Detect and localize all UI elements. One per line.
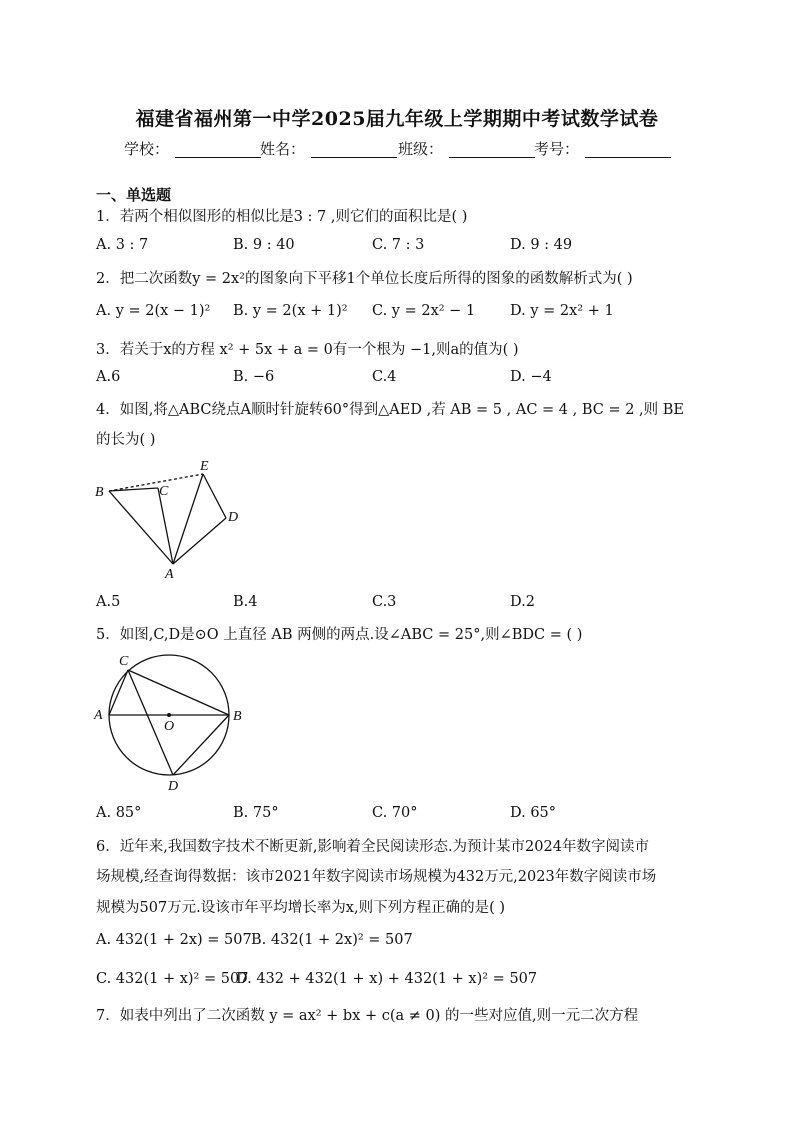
q5-label-a: A bbox=[94, 708, 103, 723]
q5-option-c[interactable]: C. 70° bbox=[372, 805, 418, 821]
q3-option-b[interactable]: B. −6 bbox=[233, 369, 275, 385]
q4-rotation-figure bbox=[90, 455, 250, 585]
class-label: 班级： bbox=[398, 140, 444, 158]
q5-option-d[interactable]: D. 65° bbox=[510, 805, 557, 821]
class-blank[interactable] bbox=[449, 143, 535, 158]
page-title: 福建省福州第一中学2025届九年级上学期期中考试数学试卷 bbox=[135, 108, 659, 130]
q3-option-d[interactable]: D. −4 bbox=[510, 369, 552, 385]
q2-option-b[interactable]: B. y = 2(x + 1)² bbox=[233, 303, 348, 319]
question-4-stem-line1: 4．如图,将△ABC绕点A顺时针旋转60°得到△AED ,若 AB = 5 , AC = 4 , BC = 2 ,则 BE bbox=[96, 402, 685, 418]
center-o-dot bbox=[167, 713, 171, 717]
name-label: 姓名： bbox=[260, 140, 306, 158]
q5-circle-figure bbox=[90, 648, 250, 798]
name-field bbox=[260, 138, 397, 159]
q5-label-c: C bbox=[119, 654, 129, 669]
q4-label-b: B bbox=[95, 485, 104, 500]
q1-option-a[interactable]: A. 3 : 7 bbox=[96, 237, 149, 253]
number-field bbox=[534, 138, 671, 159]
question-6-line1: 6．近年来,我国数字技术不断更新,影响着全民阅读形态.为预计某市2024年数字阅读市 bbox=[96, 839, 649, 855]
q5-option-a[interactable]: A. 85° bbox=[96, 805, 142, 821]
q4-option-a[interactable]: A.5 bbox=[96, 594, 121, 610]
q1-option-d[interactable]: D. 9 : 49 bbox=[510, 237, 573, 253]
q1-option-c[interactable]: C. 7 : 3 bbox=[372, 237, 425, 253]
segment-cb bbox=[128, 670, 229, 715]
segment-ca bbox=[109, 670, 128, 715]
q6-option-d[interactable]: D. 432 + 432(1 + x) + 432(1 + x)² = 507 bbox=[236, 971, 538, 987]
question-1-stem: 1．若两个相似图形的相似比是3 : 7 ,则它们的面积比是( ) bbox=[96, 209, 468, 225]
q5-label-d: D bbox=[168, 779, 179, 794]
question-6-line3: 规模为507万元.设该市年平均增长率为x,则下列方程正确的是( ) bbox=[96, 900, 505, 916]
q4-label-c: C bbox=[159, 484, 169, 499]
q4-label-d: D bbox=[228, 510, 239, 525]
q3-option-a[interactable]: A.6 bbox=[96, 369, 121, 385]
school-label: 学校： bbox=[124, 140, 170, 158]
q4-label-e: E bbox=[200, 459, 209, 474]
question-7-stem: 7．如表中列出了二次函数 y = ax² + bx + c(a ≠ 0) 的一些对应值,则一元二次方程 bbox=[96, 1008, 639, 1024]
q5-label-o: O bbox=[164, 719, 175, 734]
section-heading: 一、单选题 bbox=[96, 186, 172, 204]
q1-option-b[interactable]: B. 9 : 40 bbox=[233, 237, 295, 253]
number-blank[interactable] bbox=[585, 143, 671, 158]
question-4-stem-line2: 的长为( ) bbox=[96, 432, 156, 448]
q4-label-a: A bbox=[165, 567, 174, 582]
q2-option-d[interactable]: D. y = 2x² + 1 bbox=[510, 303, 614, 319]
segment-ba bbox=[109, 491, 173, 564]
q6-option-b[interactable]: B. 432(1 + 2x)² = 507 bbox=[251, 932, 413, 948]
q5-option-b[interactable]: B. 75° bbox=[233, 805, 279, 821]
q5-label-b: B bbox=[233, 709, 242, 724]
school-field bbox=[124, 138, 261, 159]
q4-option-c[interactable]: C.3 bbox=[372, 594, 397, 610]
question-2-stem: 2．把二次函数y = 2x²的图象向下平移1个单位长度后所得的图象的函数解析式为( ) bbox=[96, 271, 633, 287]
question-5-stem: 5．如图,C,D是⊙O 上直径 AB 两侧的两点.设∠ABC = 25°,则∠BDC = ( ) bbox=[96, 627, 583, 643]
q4-option-d[interactable]: D.2 bbox=[510, 594, 535, 610]
name-blank[interactable] bbox=[311, 143, 397, 158]
school-blank[interactable] bbox=[175, 143, 261, 158]
question-6-line2: 场规模,经查询得数据：该市2021年数字阅读市场规模为432万元,2023年数字阅读市场 bbox=[96, 869, 657, 885]
class-field bbox=[398, 138, 535, 159]
q2-option-c[interactable]: C. y = 2x² − 1 bbox=[372, 303, 476, 319]
q6-option-c[interactable]: C. 432(1 + x)² = 507 bbox=[96, 971, 249, 987]
segment-ca bbox=[158, 488, 173, 564]
number-label: 考号： bbox=[534, 140, 580, 158]
question-3-stem: 3．若关于x的方程 x² + 5x + a = 0有一个根为 −1,则a的值为( ) bbox=[96, 342, 519, 358]
q3-option-c[interactable]: C.4 bbox=[372, 369, 397, 385]
q4-option-b[interactable]: B.4 bbox=[233, 594, 258, 610]
segment-ed bbox=[203, 474, 226, 518]
q2-option-a[interactable]: A. y = 2(x − 1)² bbox=[96, 303, 211, 319]
q6-option-a[interactable]: A. 432(1 + 2x) = 507 bbox=[96, 932, 252, 948]
